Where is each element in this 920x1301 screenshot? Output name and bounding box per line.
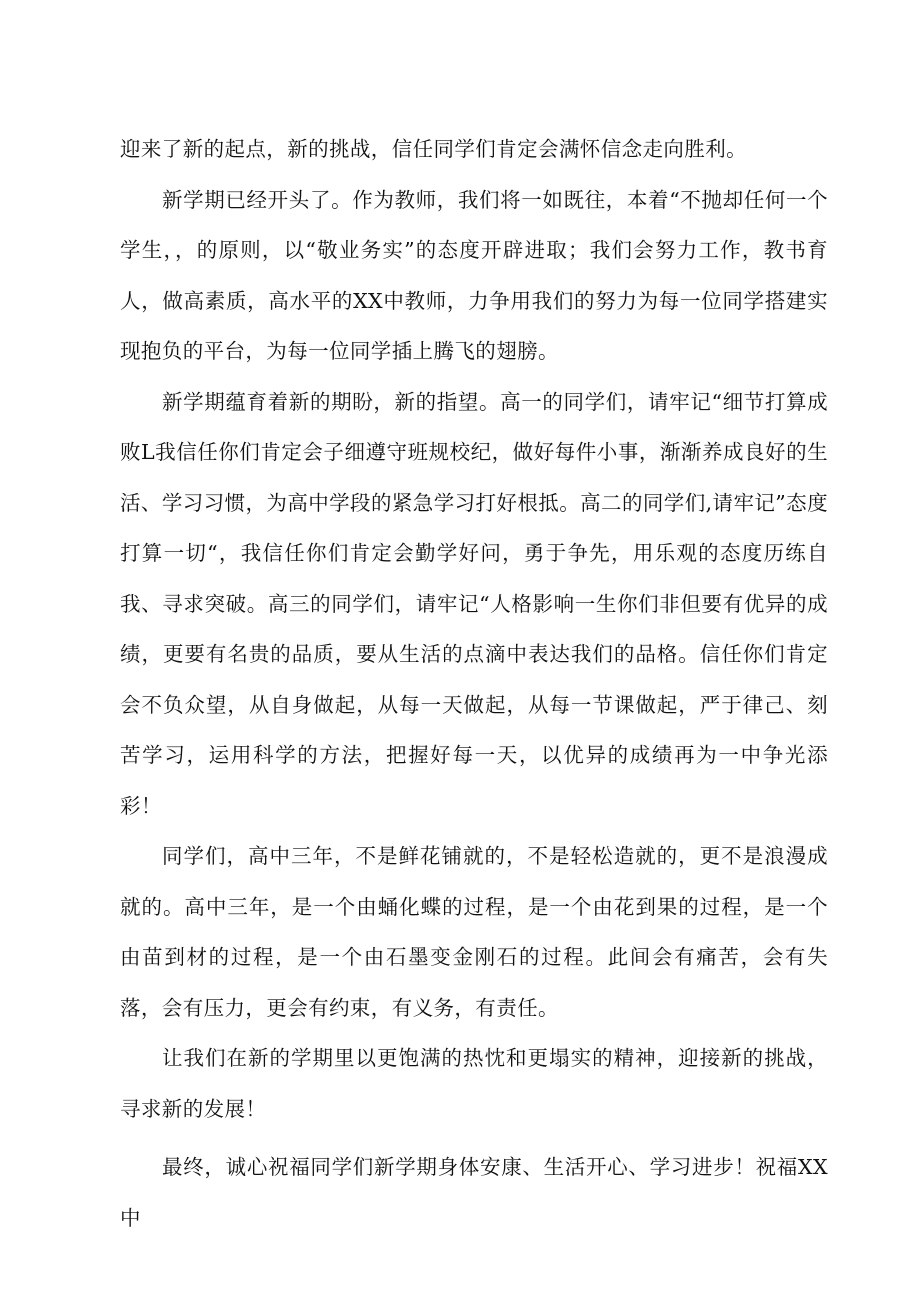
paragraph-closing-wishes: 最终，诚心祝福同学们新学期身体安康、生活开心、学习进步！祝福XX中: [120, 1155, 828, 1230]
paragraph-grade-expectations: 新学期蕴育着新的期盼，新的指望。高一的同学们，请牢记“细节打算成败L我信任你们肯定会子细遵守班规校纪，做好每件小事，渐渐养成良好的生活、学习习惯，为高中学段的紧急学习打好根抵。高二的同学们,请牢记”态度打算一切“，我信任你们肯定会勤学好问，勇于争先，用乐观的态度历练自我、寻求突破。高三的同学们，请牢记“人格影响一生你们非但要有优异的成绩，更要有名贵的品质，要从生活的点滴中表达我们的品格。信任你们肯定会不负众望，从自身做起，从每一天做起，从每一节课做起，严于律己、刻苦学习，运用科学的方法，把握好每一天，以优异的成绩再为一中争光添彩！: [120, 389, 828, 818]
paragraph-continuation: 迎来了新的起点，新的挑战，信任同学们肯定会满怀信念走向胜利。: [120, 137, 747, 161]
paragraph-new-semester: 让我们在新的学期里以更饱满的热忱和更塌实的精神，迎接新的挑战，寻求新的发展！: [120, 1046, 828, 1121]
document-body: [120, 124, 828, 1243]
paragraph-three-years: 同学们，高中三年，不是鲜花铺就的，不是轻松造就的，更不是浪漫成就的。高中三年，是一个由蛹化蝶的过程，是一个由花到果的过程，是一个由苗到材的过程，是一个由石墨变金刚石的过程。此间会有痛苦，会有失落，会有压力，更会有约束，有义务，有责任。: [120, 844, 828, 1020]
paragraph-teachers-commitment: 新学期已经开头了。作为教师，我们将一如既往，本着“不抛却任何一个学生，，的原则，以“敬业务实”的态度开辟进取；我们会努力工作，教书育人，做高素质，高水平的XX中教师，力争用我们的努力为每一位同学搭建实现抱负的平台，为每一位同学插上腾飞的翅膀。: [120, 187, 828, 363]
